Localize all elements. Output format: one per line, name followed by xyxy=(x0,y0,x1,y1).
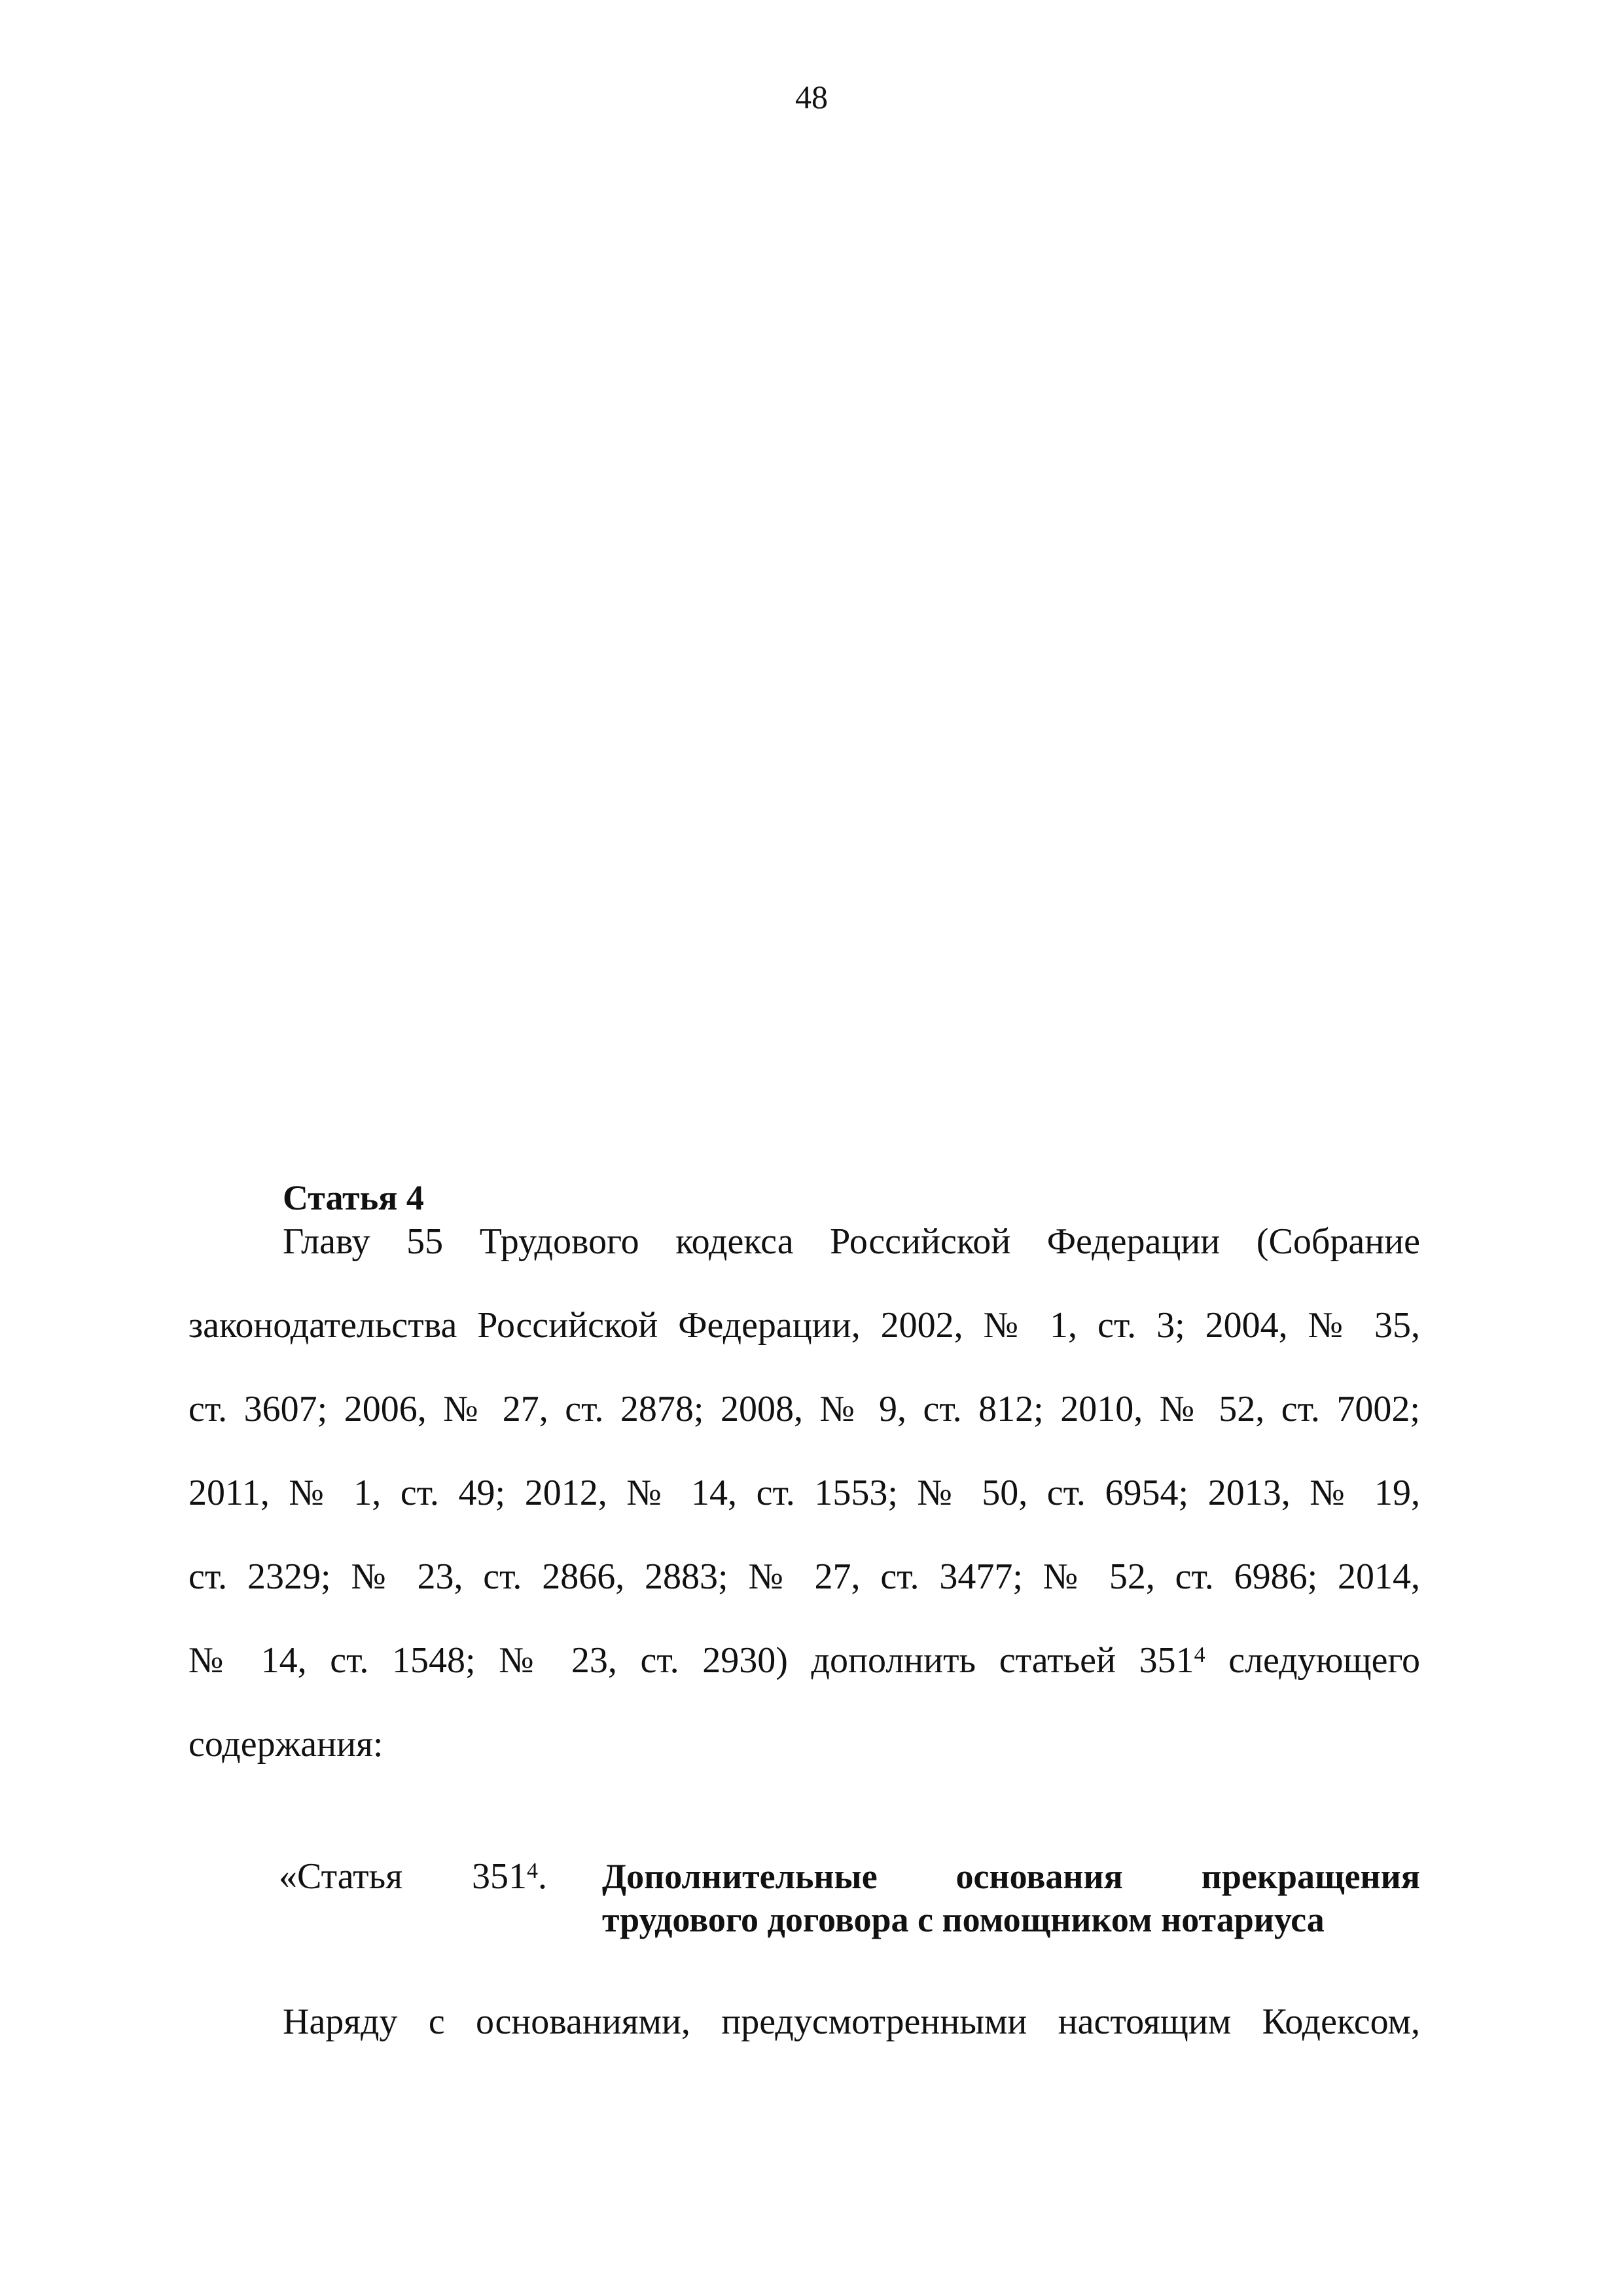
paragraph-line: ст. 3607; 2006, № 27, ст. 2878; 2008, № 9, ст. 812; 2010, № 52, ст. 7002; xyxy=(188,1389,1420,1429)
sub-article-label xyxy=(279,1855,547,1898)
paragraph-line: ст. 2329; № 23, ст. 2866, 2883; № 27, ст. 3477; № 52, ст. 6986; 2014, xyxy=(188,1556,1420,1597)
sub-article-title-line: Дополнительные основания прекращения xyxy=(602,1857,1420,1896)
paragraph-line-text: № 14, ст. 1548; № 23, ст. 2930) дополнить статьей 351 xyxy=(188,1640,1194,1681)
body-text-line: Наряду с основаниями, предусмотренными настоящим Кодексом, xyxy=(283,2001,1420,2042)
sub-article-superscript: 4 xyxy=(527,1859,538,1884)
paragraph-line: законодательства Российской Федерации, 2002, № 1, ст. 3; 2004, № 35, xyxy=(188,1305,1420,1346)
paragraph-line: содержания: xyxy=(188,1724,383,1765)
paragraph-line: Главу 55 Трудового кодекса Российской Федерации (Собрание xyxy=(283,1221,1420,1262)
sub-article-title-line: трудового договора с помощником нотариуса xyxy=(602,1900,1325,1939)
paragraph-line-with-superscript xyxy=(188,1638,1420,1683)
sub-article-label-suffix: . xyxy=(538,1856,547,1897)
paragraph-line: 2011, № 1, ст. 49; 2012, № 14, ст. 1553; № 50, ст. 6954; 2013, № 19, xyxy=(188,1473,1420,1513)
sub-article-title xyxy=(602,1855,1420,1941)
article-number-superscript: 4 xyxy=(1194,1643,1205,1668)
paragraph-line-text: следующего xyxy=(1228,1640,1421,1681)
page-number: 48 xyxy=(795,79,828,115)
sub-article-label-text: «Статья 351 xyxy=(279,1856,527,1897)
article-heading: Статья 4 xyxy=(283,1178,424,1217)
